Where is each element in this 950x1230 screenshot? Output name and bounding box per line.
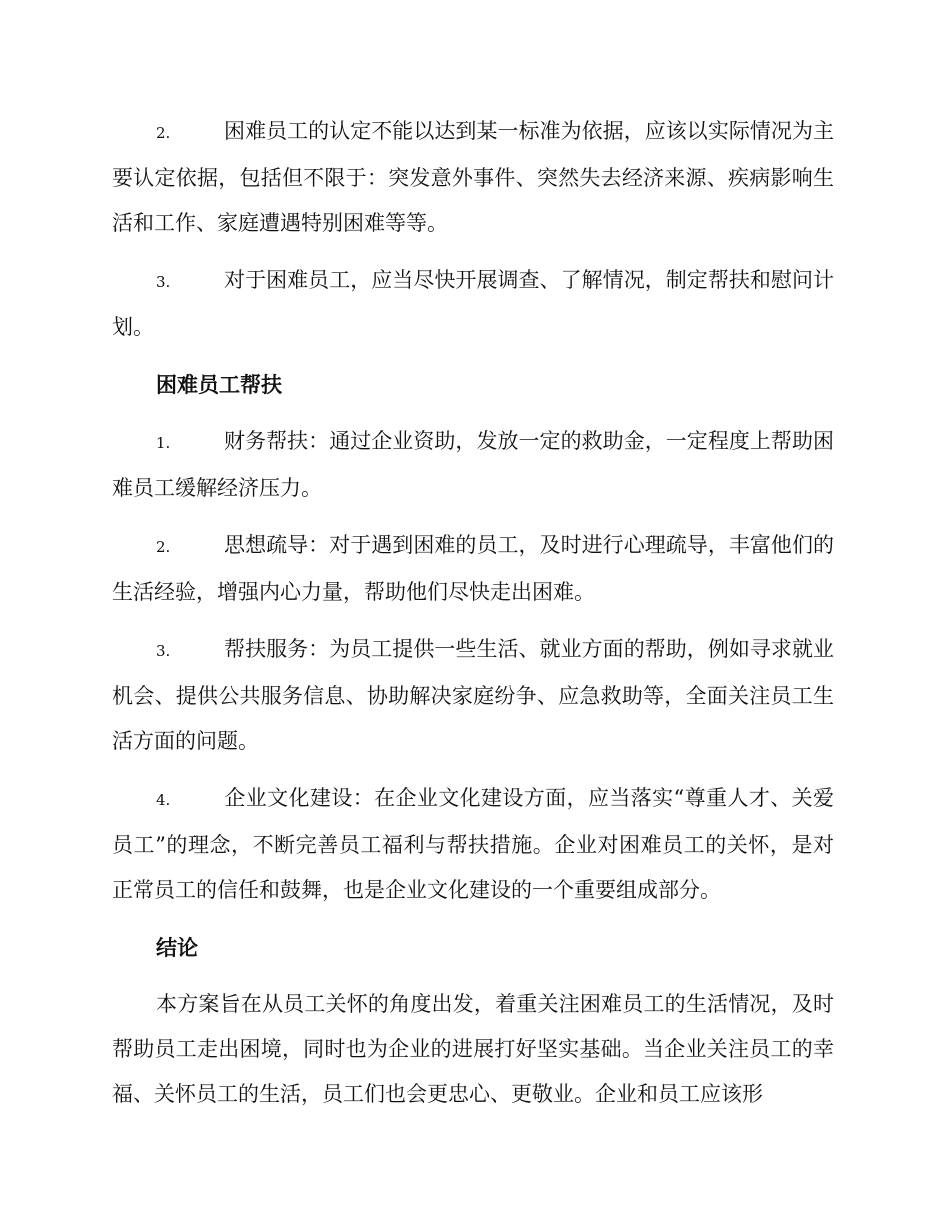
list-item	[112, 419, 834, 511]
list-number: 2.	[156, 538, 171, 556]
list-text: 企业文化建设：在企业文化建设方面，应当落实“尊重人才、关爱员工”的理念，不断完善员工福利与帮扶措施。企业对困难员工的关怀，是对正常员工的信任和鼓舞，也是企业文化建设的一个重要组成部分。	[112, 786, 834, 902]
list-text: 对于困难员工，应当尽快开展调查、了解情况，制定帮扶和慰问计划。	[112, 268, 834, 339]
document-body	[112, 109, 834, 1129]
list-text: 思想疏导：对于遇到困难的员工，及时进行心理疏导，丰富他们的生活经验，增强内心力量，帮助他们尽快走出困难。	[112, 533, 834, 604]
list-number: 1.	[156, 434, 171, 452]
list-item	[112, 109, 834, 246]
list-item	[112, 523, 834, 615]
section-heading-conclusion: 结论	[156, 935, 198, 960]
list-text: 财务帮扶：通过企业资助，发放一定的救助金，一定程度上帮助困难员工缓解经济压力。	[112, 429, 834, 500]
list-item	[112, 776, 834, 913]
list-number: 2.	[156, 124, 171, 142]
section-heading-help: 困难员工帮扶	[156, 372, 282, 397]
list-text: 帮扶服务：为员工提供一些生活、就业方面的帮助，例如寻求就业机会、提供公共服务信息、协助解决家庭纷争、应急救助等，全面关注员工生活方面的问题。	[112, 637, 834, 753]
list-number: 4.	[156, 791, 171, 809]
conclusion-paragraph: 本方案旨在从员工关怀的角度出发，着重关注困难员工的生活情况，及时帮助员工走出困境，同时也为企业的进展打好坚实基础。当企业关注员工的幸福、关怀员工的生活，员工们也会更忠心、更敬业。企业和员工应该形	[112, 992, 834, 1106]
list-number: 3.	[156, 273, 171, 291]
list-text: 困难员工的认定不能以达到某一标准为依据，应该以实际情况为主要认定依据，包括但不限于：突发意外事件、突然失去经济来源、疾病影响生活和工作、家庭遭遇特别困难等等。	[112, 119, 834, 235]
list-item	[112, 627, 834, 764]
list-number: 3.	[156, 642, 171, 660]
list-item	[112, 258, 834, 350]
